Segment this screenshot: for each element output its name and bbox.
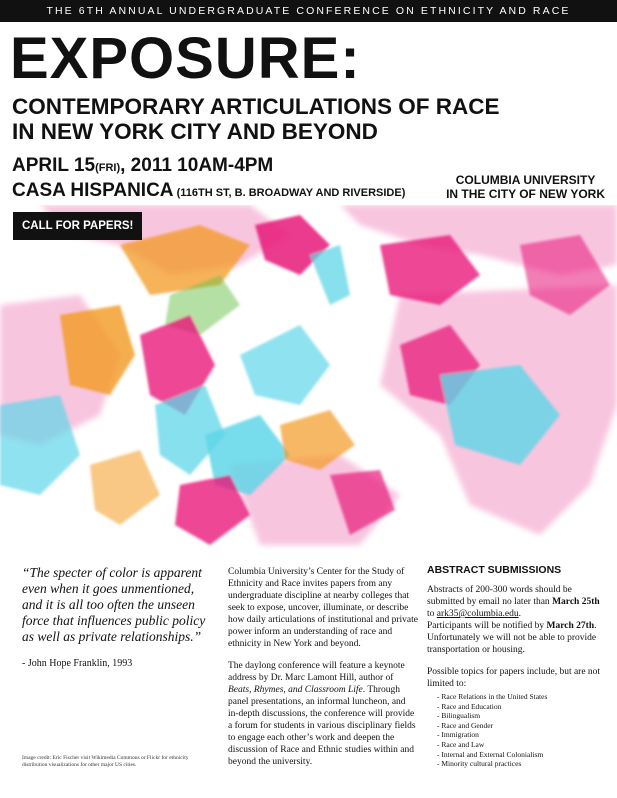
keynote-text-1: The daylong conference will feature a keynote address by Dr. Marc Lamont Hill, author of bbox=[228, 661, 405, 683]
list-item: - Race and Law bbox=[437, 740, 609, 750]
intro-paragraph: Columbia University’s Center for the Study of Ethnicity and Race invites papers from any undergraduate discipline at nearby colleges that seek to expose, uncover, illuminate, or describe how daily articulations of institutional and private power inform an understanding of race and ethnicity in New York and beyond. bbox=[228, 567, 418, 649]
notification-deadline: March 27th bbox=[546, 621, 595, 631]
list-item: - Bilingualism bbox=[437, 711, 609, 721]
poster-subtitle bbox=[12, 94, 612, 144]
submission-text-1: Abstracts of 200-300 words should be submitted by email no later than bbox=[427, 585, 572, 607]
list-item: - Immigration bbox=[437, 730, 609, 740]
topics-list bbox=[427, 692, 609, 769]
submission-instructions bbox=[427, 584, 609, 656]
ethnicity-distribution-map bbox=[0, 205, 617, 553]
quote-text: “The specter of color is apparent even when it goes unmentioned, and it is all too often the unseen force that influences public policy as well as private relationships.” bbox=[22, 565, 206, 644]
venue-name: CASA HISPANICA bbox=[12, 180, 174, 201]
event-date bbox=[12, 155, 273, 179]
list-item: - Minority cultural practices bbox=[437, 759, 609, 769]
list-item: - Internal and External Colonialism bbox=[437, 750, 609, 760]
event-venue bbox=[12, 180, 405, 204]
list-item: - Race and Gender bbox=[437, 721, 609, 731]
submission-text-3: . bbox=[518, 609, 521, 619]
list-item: - Race and Education bbox=[437, 702, 609, 712]
notification-text-2: . bbox=[594, 621, 597, 631]
conference-banner: THE 6TH ANNUAL UNDERGRADUATE CONFERENCE ON ETHNICITY AND RACE bbox=[0, 0, 617, 22]
conference-description bbox=[228, 566, 418, 778]
university-line-2: IN THE CITY OF NEW YORK bbox=[446, 187, 605, 201]
poster-title: EXPOSURE: bbox=[10, 26, 361, 91]
list-item: - Race Relations in the United States bbox=[437, 692, 609, 702]
transportation-note: Unfortunately we will not be able to provide transportation or housing. bbox=[427, 633, 597, 655]
call-for-papers-badge: CALL FOR PAPERS! bbox=[13, 212, 142, 240]
university-line-1: COLUMBIA UNIVERSITY bbox=[455, 173, 596, 187]
submission-deadline: March 25th bbox=[552, 597, 600, 607]
abstract-heading: ABSTRACT SUBMISSIONS bbox=[427, 564, 562, 576]
topics-intro: Possible topics for papers include, but are not limited to: bbox=[427, 667, 601, 689]
notification-text-1: Participants will be notified by bbox=[427, 621, 547, 631]
submission-text-2: to bbox=[427, 609, 437, 619]
submission-email-link[interactable]: ark35@columbia.edu bbox=[436, 609, 519, 619]
university-name bbox=[446, 173, 605, 201]
abstract-submissions bbox=[427, 564, 609, 769]
keynote-text-2: . Through panel presentations, an informal luncheon, and in-depth discussions, the conference will provide a forum for students in various disciplinary fields to engage each other’s work and deepen the discussion of Race and Ethnic studies within and beyond the university. bbox=[228, 685, 416, 767]
subtitle-line-1: CONTEMPORARY ARTICULATIONS OF RACE bbox=[12, 94, 500, 119]
date-day: (FRI) bbox=[95, 162, 121, 174]
keynote-books: Beats, Rhymes, and Classroom Life bbox=[228, 685, 363, 695]
keynote-paragraph bbox=[228, 660, 418, 768]
quote-author: - John Hope Franklin, 1993 bbox=[22, 658, 133, 669]
subtitle-line-2: IN NEW YORK CITY AND BEYOND bbox=[12, 119, 378, 144]
date-main: APRIL 15 bbox=[12, 155, 96, 176]
image-credit: Image credit: Eric Fischer visit Wikimedia Commons or Flickr for ethnicity distribution visualizations for other major US cities. bbox=[22, 755, 189, 768]
date-time: , 2011 10AM-4PM bbox=[120, 155, 274, 176]
venue-detail: (116TH ST, B. BROADWAY AND RIVERSIDE) bbox=[173, 187, 406, 199]
